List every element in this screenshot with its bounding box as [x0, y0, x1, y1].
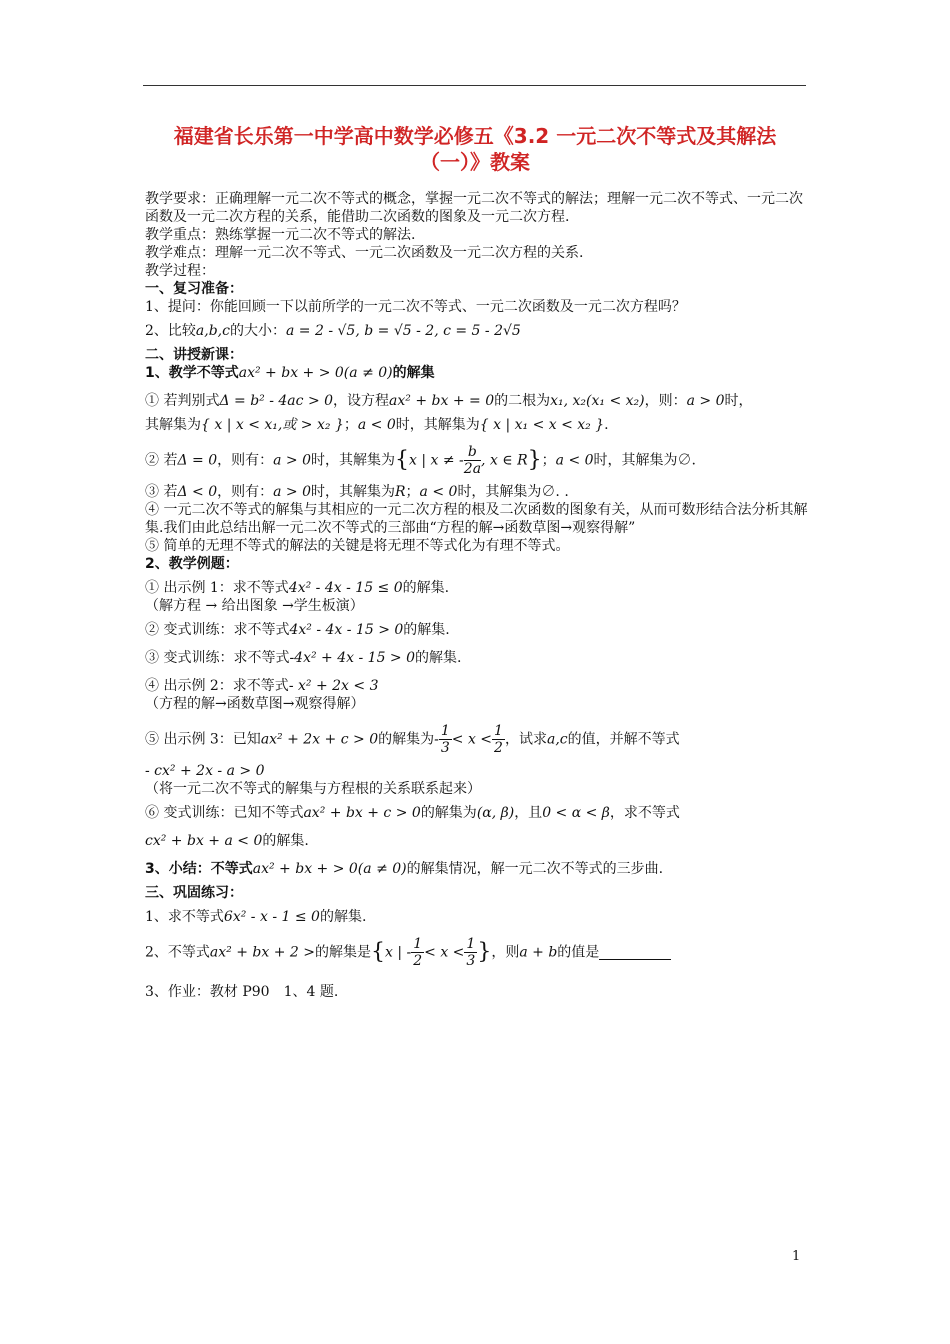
text: ④ 出示例 2：求不等式 [145, 678, 289, 694]
practice-question-2 [145, 936, 810, 969]
formula: ax² + bx + > 0(a ≠ 0) [238, 365, 393, 381]
teaching-process: 教学过程： [145, 263, 215, 279]
text: 时， [724, 393, 753, 409]
formula: ax² + bx + 2 > [209, 944, 315, 961]
formula: 6x² - x - 1 ≤ 0 [223, 909, 320, 925]
formula: Δ = b² - 4ac > 0 [219, 393, 334, 409]
teaching-requirements: 教学要求：正确理解一元二次不等式的概念，掌握一元二次不等式的解法；理解一元二次不等式、一元二次函数及一元二次方程的关系，能借助二次函数的图象及一元二次方程. [145, 191, 803, 225]
formula: , x ∈ R [481, 452, 528, 469]
text: ； [541, 452, 556, 469]
formula: < x < [424, 944, 465, 961]
text: ； [405, 484, 420, 500]
example-3-inequality [145, 762, 810, 780]
case-positive-discriminant [145, 392, 810, 410]
text: 时，其解集为∅. . [457, 484, 569, 500]
text: 的解集. [402, 580, 450, 596]
formula: < x < [451, 731, 493, 748]
section-review-heading: 一、复习准备： [145, 281, 243, 297]
variant-training-1 [145, 621, 810, 639]
header-rule [143, 85, 806, 86]
text: ； [343, 417, 358, 433]
text: ，试求 [504, 731, 547, 748]
denominator: 3 [466, 953, 476, 969]
text: ⑥ 变式训练：已知不等式 [145, 805, 304, 821]
formula: { x | x₁ < x < x₂ } [479, 417, 605, 433]
text: 2、不等式 [145, 944, 210, 961]
text: 3、小结：不等式 [145, 861, 253, 877]
text: 的解集. [319, 909, 367, 925]
case-negative-discriminant [145, 483, 810, 501]
denominator: 2 [413, 953, 423, 969]
brace: { [395, 447, 409, 473]
text: ③ 若 [145, 484, 178, 500]
document-title-line-1: 福建省长乐第一中学高中数学必修五《3.2 一元二次不等式及其解法 [173, 124, 777, 148]
text: ② 若 [145, 452, 178, 469]
text: ，则： [644, 393, 687, 409]
text: 的大小： [229, 323, 286, 339]
formula: ax² + bx + = 0 [389, 393, 495, 409]
formula: ax² + bx + > 0(a ≠ 0) [252, 861, 407, 877]
text: ⑤ 出示例 3：已知 [145, 731, 261, 748]
note-irrational-inequality: ⑤ 简单的无理不等式的解法的关键是将无理不等式化为有理不等式。 [145, 538, 570, 554]
formula: a = 2 - √5, b = √5 - 2, c = 5 - 2√5 [285, 323, 521, 339]
fraction [492, 723, 505, 756]
example-3-note: （将一元二次不等式的解集与方程根的关系联系起来） [145, 781, 481, 797]
text: 时，其解集为 [311, 484, 395, 500]
variant-training-3-inequality [145, 832, 810, 850]
brace: } [477, 939, 492, 965]
text: 的值，并解不等式 [567, 731, 680, 748]
formula: a > 0 [273, 484, 311, 500]
text: 的解集. [262, 833, 309, 849]
example-1-steps: （解方程 → 给出图象 →学生板演） [145, 598, 364, 614]
text: ③ 变式训练：求不等式 [145, 650, 290, 666]
formula: a < 0 [357, 417, 396, 433]
formula: 4x² - 4x - 15 ≤ 0 [288, 580, 403, 596]
teaching-key-point: 教学重点：熟练掌握一元二次不等式的解法. [145, 227, 416, 243]
formula: a,c [546, 731, 568, 748]
example-1 [145, 579, 810, 597]
denominator: 2 [494, 740, 503, 756]
formula: R [395, 484, 406, 500]
formula: x | x ≠ - [409, 452, 464, 469]
text: 的解集是 [314, 944, 371, 961]
case-positive-discriminant-solution [145, 416, 810, 434]
fraction [464, 936, 477, 969]
section-practice-heading: 三、巩固练习： [145, 885, 243, 901]
formula: { x | x < x₁,或 > x₂ } [201, 417, 344, 433]
denominator: 3 [440, 740, 450, 756]
text: . [604, 417, 609, 433]
text: 时，其解集为 [395, 417, 480, 433]
denominator: 2a [463, 461, 482, 477]
example-2 [145, 677, 810, 695]
formula: a,b,c [195, 323, 230, 339]
answer-blank [599, 945, 671, 960]
section-new-lesson-heading: 二、讲授新课： [145, 347, 243, 363]
formula: 4x² - 4x - 15 > 0 [289, 622, 404, 638]
subsection-examples-heading: 2、教学例题： [145, 556, 239, 572]
formula: a > 0 [273, 452, 311, 469]
variant-training-3 [145, 804, 810, 822]
text: 1、求不等式 [145, 909, 224, 925]
formula: ax² + bx + c > 0 [303, 805, 421, 821]
formula: Δ < 0 [177, 484, 218, 500]
subsection-inequality-heading [145, 364, 810, 382]
text: ，设方程 [333, 393, 390, 409]
formula: x₁, x₂(x₁ < x₂) [550, 393, 645, 409]
document-title-line-2: （一）》教案 [420, 150, 530, 174]
formula: 0 < α < β [542, 805, 610, 821]
teaching-difficulty: 教学难点：理解一元二次不等式、一元二次函数及一元二次方程的关系. [145, 245, 584, 261]
text: ，则有： [217, 452, 274, 469]
formula: a > 0 [686, 393, 725, 409]
text: 的解集. [403, 622, 450, 638]
formula: - x² + 2x < 3 [288, 678, 379, 694]
brace: { [370, 939, 385, 965]
note-graph-method: ④ 一元二次不等式的解集与其相应的一元二次方程的根及二次函数的图象有关，从而可数形结合法分析其解集.我们由此总结出解一元二次不等式的三部曲“方程的解→函数草图→观察得解” [145, 502, 808, 536]
text: ，且 [514, 805, 543, 821]
formula: - [434, 731, 439, 748]
review-question-2 [145, 322, 810, 340]
example-3 [145, 723, 810, 756]
fraction [411, 936, 424, 969]
text: ，则有： [217, 484, 274, 500]
fraction [464, 444, 481, 477]
practice-question-1 [145, 908, 810, 926]
text: 的值是 [557, 944, 600, 961]
example-2-steps: （方程的解→函数草图→观察得解） [145, 696, 365, 712]
case-zero-discriminant [145, 444, 810, 477]
numerator: 1 [466, 936, 476, 952]
formula: x | - [384, 944, 412, 961]
variant-training-2 [145, 649, 810, 667]
text: ，求不等式 [609, 805, 680, 821]
text: 时，其解集为 [311, 452, 395, 469]
text: 的解集. [415, 650, 462, 666]
document-body [145, 190, 810, 1001]
text: 1、教学不等式 [145, 365, 239, 381]
numerator: 1 [494, 723, 503, 739]
brace: } [527, 447, 542, 473]
page-number: 1 [792, 1249, 801, 1264]
text: 的二根为 [494, 393, 551, 409]
text: 其解集为 [145, 417, 201, 433]
formula: a < 0 [419, 484, 458, 500]
text: 的解集为 [378, 731, 435, 748]
practice-homework: 3、作业：教材 P90 1、4 题. [145, 984, 339, 1000]
text: ① 出示例 1：求不等式 [145, 580, 289, 596]
formula: ax² + 2x + c > 0 [260, 731, 379, 748]
numerator: 1 [413, 936, 423, 952]
text: ② 变式训练：求不等式 [145, 622, 290, 638]
formula: - cx² + 2x - a > 0 [145, 763, 265, 779]
formula: (α, β) [476, 805, 515, 821]
text: 的解集 [392, 365, 435, 381]
formula: -4x² + 4x - 15 > 0 [289, 650, 416, 666]
numerator: b [464, 444, 481, 461]
text: ，则 [491, 944, 520, 961]
text: 的解集为 [420, 805, 477, 821]
fraction [439, 723, 452, 756]
formula: a + b [519, 944, 558, 961]
review-question-1: 1、提问：你能回顾一下以前所学的一元二次不等式、一元二次函数及一元二次方程吗？ [145, 299, 686, 315]
text: 时，其解集为∅. [593, 452, 696, 469]
text: 2、比较 [145, 323, 196, 339]
formula: a < 0 [555, 452, 594, 469]
numerator: 1 [440, 723, 450, 739]
formula: cx² + bx + a < 0 [145, 833, 263, 849]
text: 的解集情况，解一元二次不等式的三步曲. [406, 861, 664, 877]
formula: Δ = 0 [177, 452, 218, 469]
summary [145, 860, 810, 878]
text: ① 若判别式 [145, 393, 220, 409]
